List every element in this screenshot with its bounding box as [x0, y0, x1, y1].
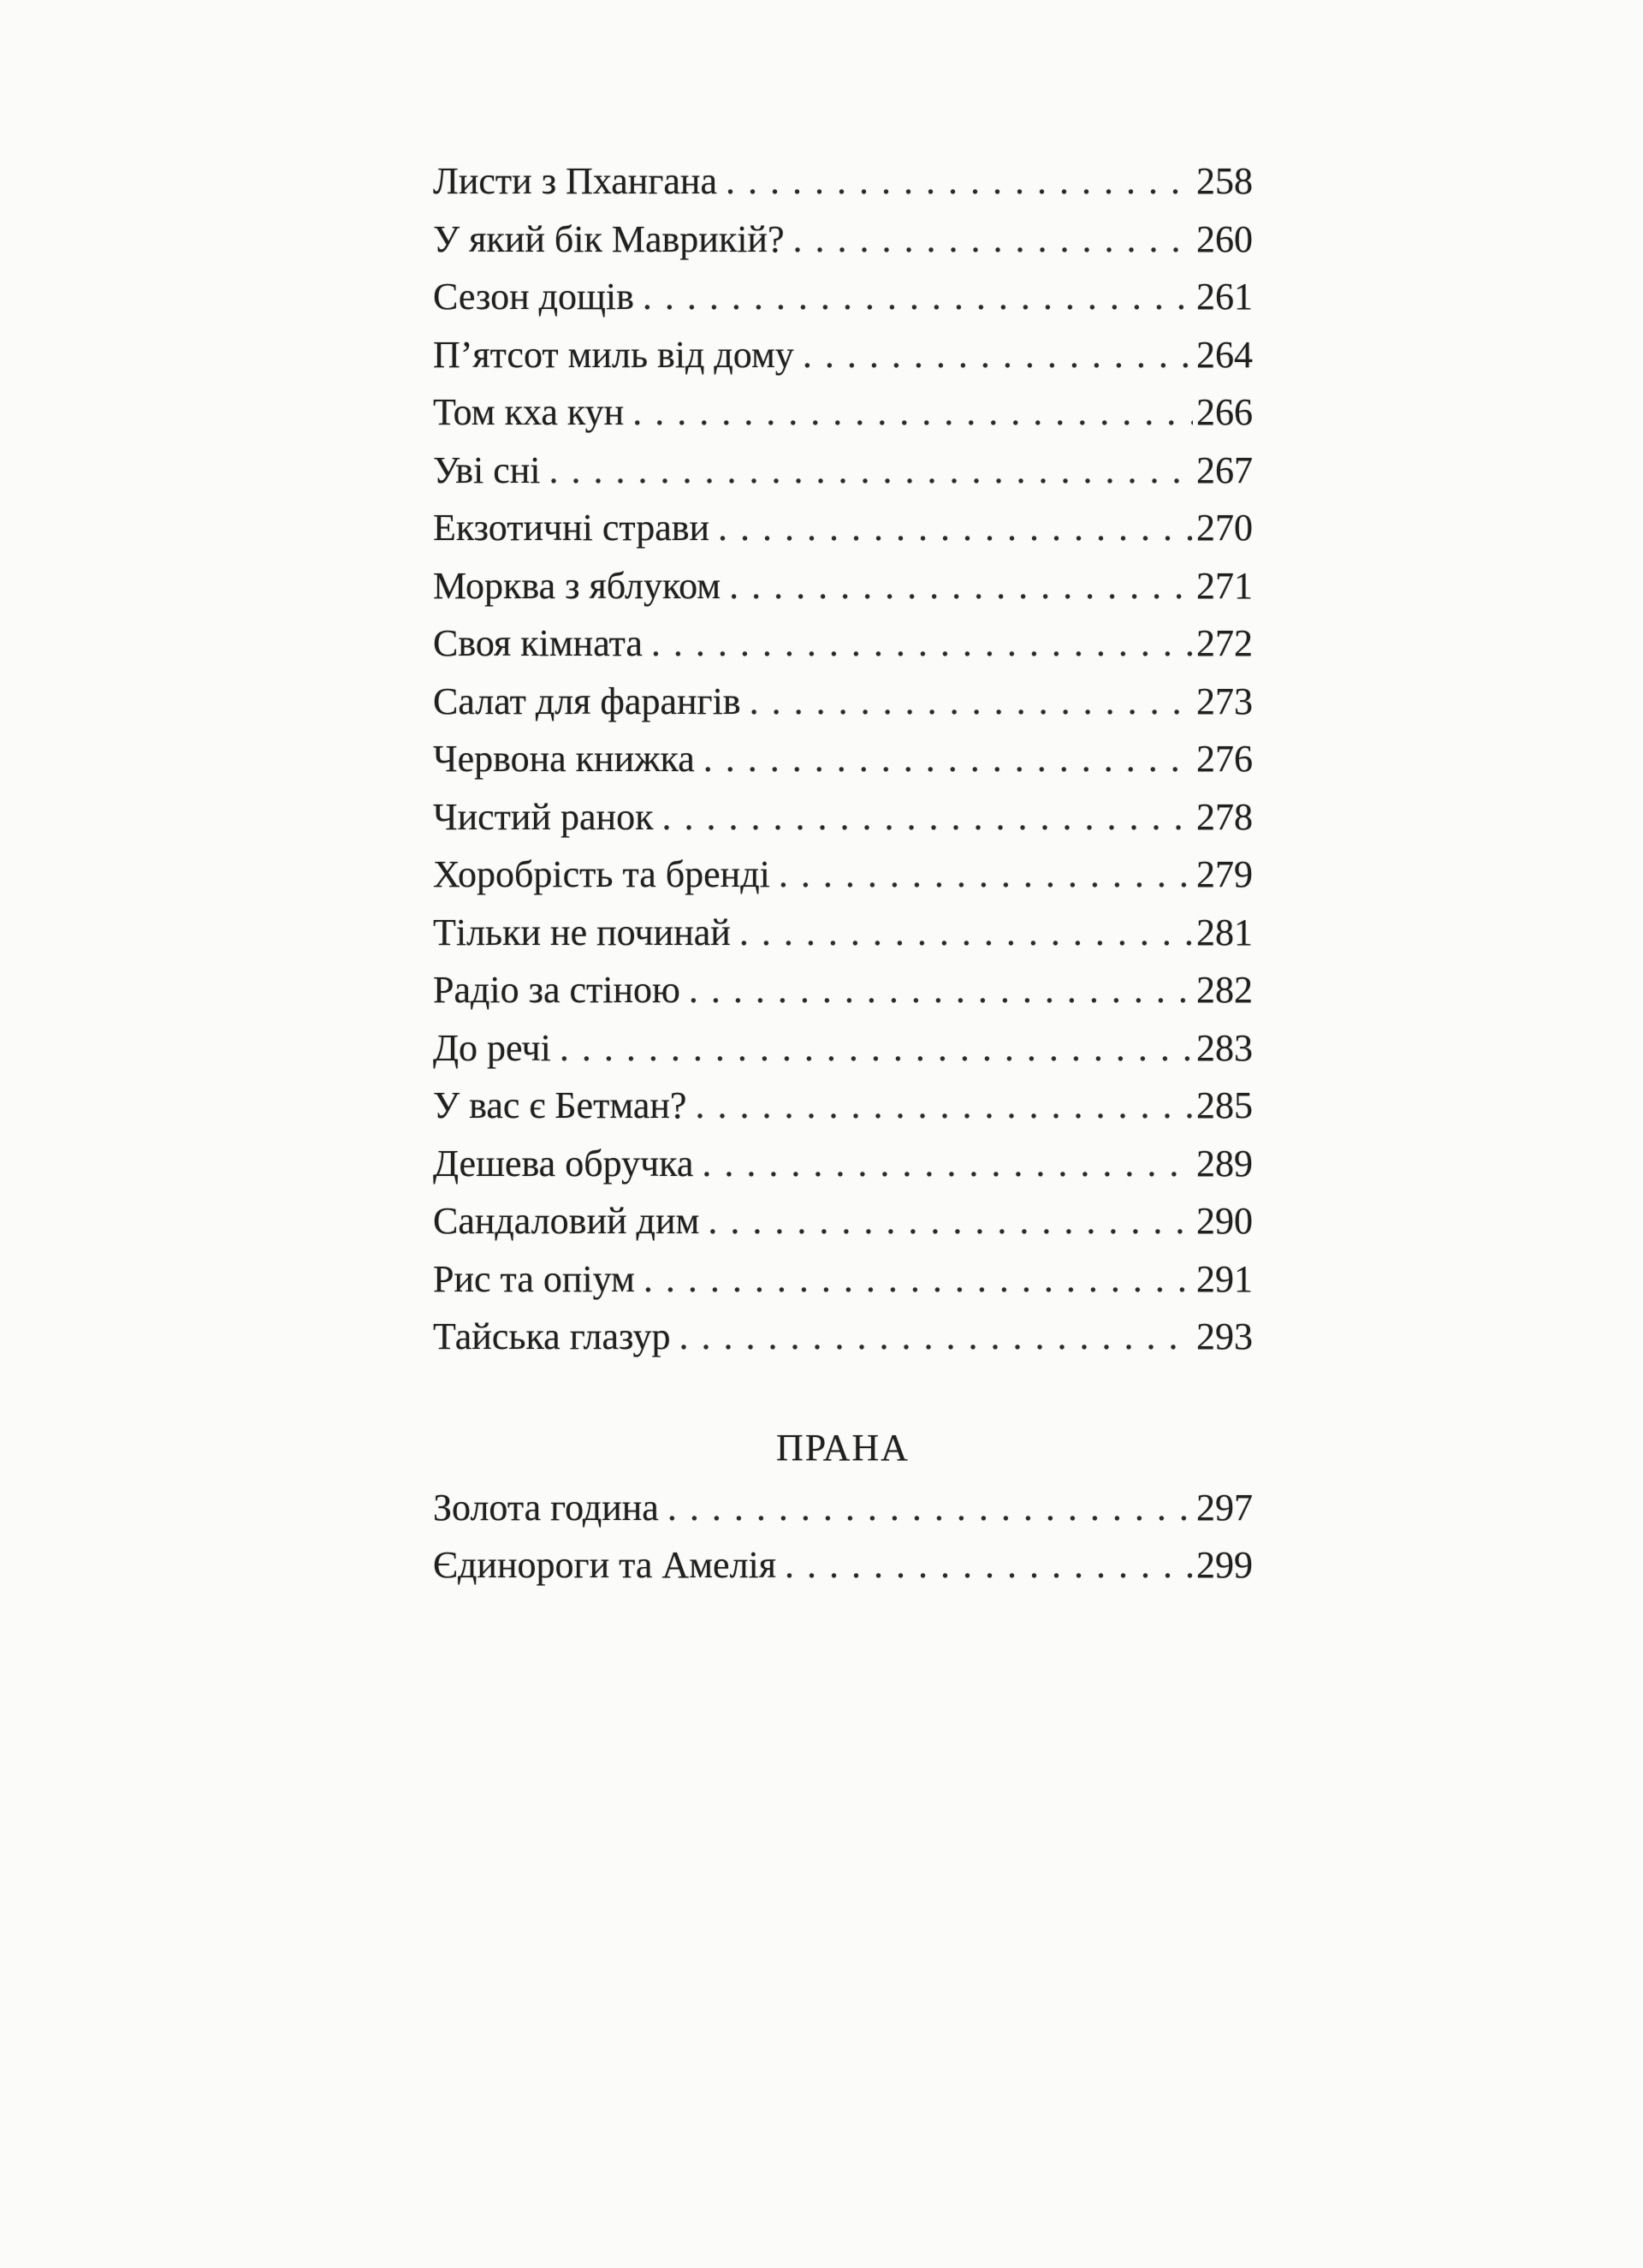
- dot-leader: [785, 1536, 1193, 1594]
- toc-entry-page-number: 282: [1196, 969, 1253, 1011]
- toc-entry-title: Сандаловий дим: [433, 1200, 700, 1242]
- dot-leader: [549, 442, 1194, 500]
- toc-entry-page-number: 299: [1196, 1544, 1253, 1586]
- toc-entry: [433, 614, 1253, 673]
- toc-entry-title: Золота година: [433, 1486, 659, 1529]
- toc-entry-page-number: 293: [1196, 1315, 1253, 1357]
- toc-entry-page-number: 270: [1196, 507, 1253, 549]
- toc-entry: [433, 904, 1253, 962]
- toc-list: [433, 152, 1253, 1366]
- toc-entry: [433, 326, 1253, 384]
- toc-entry: [433, 268, 1253, 326]
- toc-entry-title: Рис та опіум: [433, 1257, 635, 1300]
- toc-entry-page-number: 267: [1196, 448, 1253, 491]
- toc-entry: [433, 1536, 1253, 1594]
- dot-leader: [803, 326, 1193, 384]
- toc-entry-title: Сезон дощів: [433, 276, 634, 318]
- dot-leader: [560, 1019, 1193, 1078]
- toc-entry-title: Своя кімната: [433, 622, 643, 664]
- toc-entry-title: Тайська глазур: [433, 1315, 671, 1357]
- toc-entry: [433, 961, 1253, 1019]
- toc-entry-title: Дешева обручка: [433, 1142, 694, 1184]
- toc-entry: [433, 499, 1253, 557]
- toc-entry: [433, 152, 1253, 211]
- toc-entry: [433, 1308, 1253, 1366]
- toc-entry: [433, 383, 1253, 442]
- dot-leader: [679, 1308, 1193, 1366]
- toc-entry-page-number: 258: [1196, 160, 1253, 202]
- dot-leader: [708, 1192, 1193, 1250]
- dot-leader: [695, 1077, 1193, 1135]
- dot-leader: [750, 673, 1193, 731]
- toc-entry-page-number: 281: [1196, 911, 1253, 953]
- dot-leader: [661, 788, 1193, 846]
- toc-entry-title: Радіо за стіною: [433, 969, 680, 1011]
- toc-entry: [433, 1019, 1253, 1078]
- toc-entry-page-number: 276: [1196, 738, 1253, 780]
- toc-entry: [433, 1135, 1253, 1193]
- dot-leader: [703, 730, 1193, 788]
- toc-entry: [433, 788, 1253, 846]
- toc-entry-page-number: 290: [1196, 1200, 1253, 1242]
- toc-entry-page-number: 291: [1196, 1257, 1253, 1300]
- dot-leader: [739, 904, 1193, 962]
- toc-entry-title: Екзотичні страви: [433, 507, 710, 549]
- dot-leader: [726, 152, 1193, 211]
- dot-leader: [643, 268, 1193, 326]
- dot-leader: [632, 383, 1193, 442]
- toc-entry: [433, 442, 1253, 500]
- toc-entry-page-number: 266: [1196, 391, 1253, 433]
- toc-entry: [433, 557, 1253, 615]
- toc-entry-title: Листи з Пхангана: [433, 160, 717, 202]
- toc-entry-page-number: 289: [1196, 1142, 1253, 1184]
- toc-entry: [433, 673, 1253, 731]
- toc-entry-title: Чистий ранок: [433, 795, 654, 838]
- dot-leader: [689, 961, 1193, 1019]
- toc-entry-page-number: 278: [1196, 795, 1253, 838]
- toc-entry: [433, 1250, 1253, 1309]
- dot-leader: [644, 1250, 1193, 1309]
- toc-entry-title: У який бік Маврикій?: [433, 217, 785, 260]
- toc-entry-page-number: 273: [1196, 680, 1253, 722]
- dot-leader: [718, 499, 1193, 557]
- dot-leader: [793, 211, 1193, 269]
- toc-entry-title: Уві сні: [433, 448, 541, 491]
- toc-entry-title: П’ятсот миль від дому: [433, 333, 794, 376]
- toc-entry-title: Морква з яблуком: [433, 564, 721, 607]
- toc-entry-page-number: 279: [1196, 853, 1253, 895]
- toc-entry-page-number: 283: [1196, 1026, 1253, 1069]
- toc-entry-title: Червона книжка: [433, 738, 695, 780]
- toc-entry: [433, 1077, 1253, 1135]
- dot-leader: [779, 846, 1193, 904]
- toc-entry-page-number: 264: [1196, 333, 1253, 376]
- toc-entry-page-number: 261: [1196, 276, 1253, 318]
- toc-entry-title: У вас є Бетман?: [433, 1084, 687, 1126]
- toc-entry-page-number: 297: [1196, 1486, 1253, 1529]
- toc-entry-title: Том кха кун: [433, 391, 625, 433]
- toc-entry: [433, 730, 1253, 788]
- toc-entry: [433, 1479, 1253, 1537]
- toc-entry-page-number: 285: [1196, 1084, 1253, 1126]
- toc-column: [433, 152, 1253, 1594]
- dot-leader: [667, 1479, 1193, 1537]
- toc-entry-title: Єдинороги та Амелія: [433, 1544, 776, 1586]
- toc-entry-title: До речі: [433, 1026, 551, 1069]
- toc-entry-page-number: 272: [1196, 622, 1253, 664]
- toc-entry-title: Тільки не починай: [433, 911, 731, 953]
- toc-entry: [433, 1192, 1253, 1250]
- dot-leader: [651, 614, 1193, 673]
- toc-section-list: [433, 1479, 1253, 1594]
- toc-entry: [433, 846, 1253, 904]
- toc-entry-page-number: 271: [1196, 564, 1253, 607]
- toc-entry-title: Хоробрість та бренді: [433, 853, 770, 895]
- toc-entry: [433, 211, 1253, 269]
- dot-leader: [729, 557, 1193, 615]
- dot-leader: [702, 1135, 1193, 1193]
- toc-section-heading: ПРАНА: [776, 1426, 910, 1469]
- toc-entry-title: Салат для фарангів: [433, 680, 741, 722]
- toc-entry-page-number: 260: [1196, 217, 1253, 260]
